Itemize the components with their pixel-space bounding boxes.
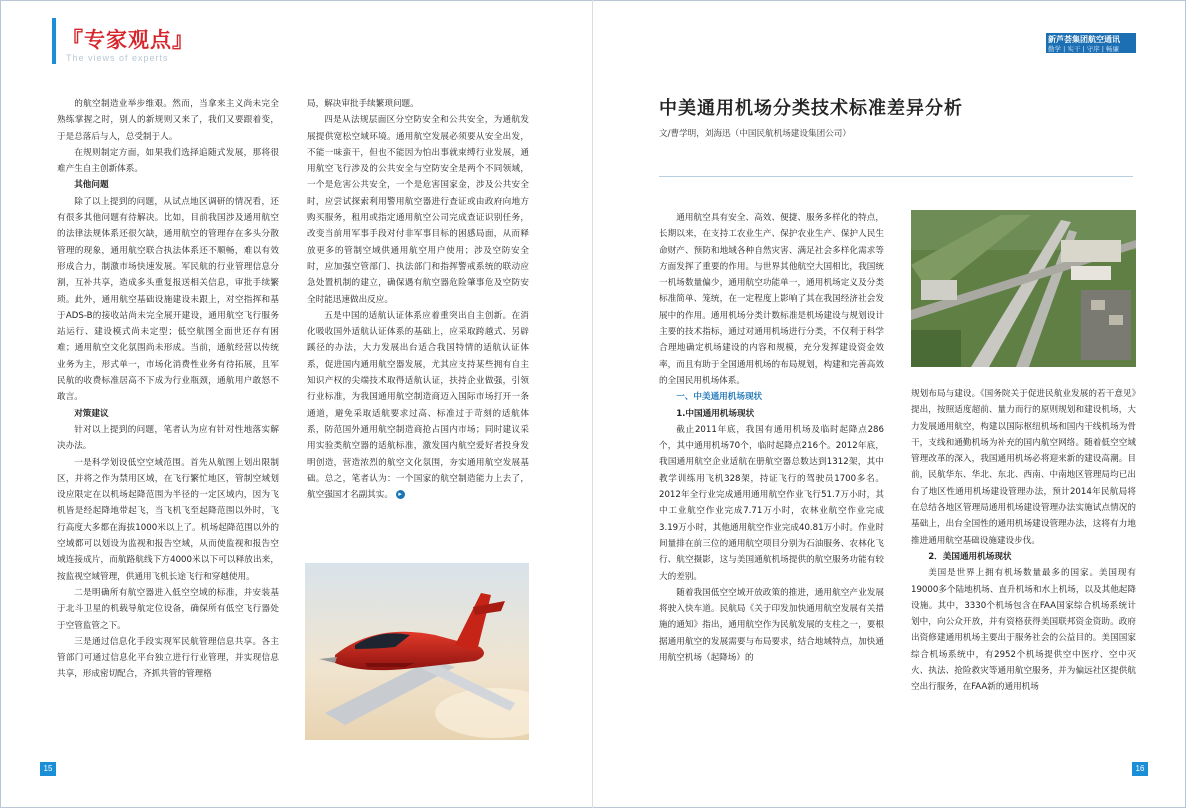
aircraft-photo bbox=[305, 563, 529, 740]
paragraph bbox=[57, 145, 279, 178]
paragraph bbox=[57, 585, 279, 634]
page-number-left: 15 bbox=[40, 762, 56, 776]
paragraph-text: 针对以上提到的问题，笔者认为应有针对性地落实解决办法。 bbox=[57, 424, 279, 452]
paragraph-text: 的航空制造业举步维艰。然而，当拿来主义尚未完全熟练掌握之时，别人的新规则又来了，我们又要跟着变，于是总落后与人，总受制于人。 bbox=[57, 99, 279, 142]
paragraph bbox=[57, 96, 279, 145]
subheading bbox=[659, 406, 884, 422]
paragraph bbox=[911, 565, 1136, 695]
paragraph bbox=[307, 308, 529, 504]
paragraph bbox=[659, 210, 884, 389]
right-column-2 bbox=[911, 386, 1136, 696]
paragraph-text: 一、中美通用机场现状 bbox=[676, 392, 763, 403]
center-fold bbox=[592, 0, 593, 808]
column-marker bbox=[52, 18, 56, 64]
left-column-2 bbox=[307, 96, 529, 503]
page-number-right: 16 bbox=[1132, 762, 1148, 776]
paragraph bbox=[659, 422, 884, 585]
paragraph-text: 其他问题 bbox=[74, 180, 109, 191]
right-column-1 bbox=[659, 210, 884, 666]
paragraph-text: 1.中国通用机场现状 bbox=[676, 408, 755, 419]
paragraph-text: 三是通过信息化手段实现军民航管理信息共享。各主管部门可通过信息化平台独立进行行业管理，并实现信息共享，形成密切配合，齐抓共管的管理格 bbox=[57, 636, 279, 680]
article-byline: 文/曹学明，刘海迅（中国民航机场建设集团公司） bbox=[659, 129, 851, 139]
paragraph-text: 二是明确所有航空器进入低空空域的标准，并安装基于北斗卫星的机载导航定位设备，确保所有低空飞行器处于空管监管之下。 bbox=[57, 587, 279, 631]
subheading bbox=[911, 549, 1136, 565]
paragraph-text: 通用航空具有安全、高效、便捷、服务多样化的特点，长期以来，在支持工农业生产、保护农业生产、保护人民生命财产、预防和地域各种自然灾害、满足社会多样化需求等方面发挥了重要的作用。与世界其他航空大国相比，我国统一机场数量偏少，通用航空功能单一，通用机场定义及分类标准简单、笼统，在一定程度上影响了其在我国经济社会发展中的作用。通用机场分类计数标准是机场建设与规划设计主要的技术指标，通过对通用机场进行分类，不仅利于科学合理地确定机场建设的内容和规模，充分发挥建设资金效率，而且有助于全国通用机场的布局规划，构建和完善高效的全国民用机场体系。 bbox=[659, 213, 884, 386]
paragraph-text: 一是科学划设低空空域范围。首先从航图上划出限制区，并将之作为禁用区域，在飞行繁忙地区，管制空域划设应限定在以机场起降范围为半径的一定区域内，因为飞机皆是经起降地带起飞，当飞机飞至起降范围以外时，飞行高度大多都在海拔1000米以上了。机场起降范围以外的空域都可以划设为监视和报告空域，从而使监视和报告空域连接成片，而航路航线下方4000米以下可以释放出来，按监视空域管理，供通用飞机长途飞行和穿越使用。 bbox=[57, 457, 279, 582]
end-mark-icon: ▸ bbox=[396, 490, 405, 499]
paragraph-text: 2．美国通用机场现状 bbox=[928, 551, 1012, 562]
paragraph bbox=[57, 455, 279, 585]
airport-aerial-photo bbox=[911, 210, 1136, 367]
paragraph bbox=[57, 634, 279, 683]
newsletter-badge bbox=[1046, 33, 1136, 53]
title-divider bbox=[659, 176, 1133, 177]
paragraph bbox=[57, 422, 279, 455]
section-title: 『专家观点』 bbox=[62, 27, 194, 52]
section-subtitle: The views of experts bbox=[66, 53, 169, 63]
paragraph bbox=[911, 386, 1136, 549]
paragraph bbox=[307, 112, 529, 308]
paragraph bbox=[307, 96, 529, 112]
left-column-1 bbox=[57, 96, 279, 683]
paragraph-text: 对策建议 bbox=[74, 408, 109, 419]
section-heading bbox=[659, 389, 884, 405]
paragraph-text: 五是中国的适航认证体系应着重突出自主创新。在消化吸收国外适航认证体系的基础上，应采取跨越式、另辟蹊径的办法，大力发展出台适合我国特情的适航认证体系，促进国内通用航空器发展，尤其应支持某些拥有自主知识产权的尖端技术取得适航认证，扶持企业做强，引领行业标准，为我国通用航空制造商迈入国际市场打开一条通道，避免采取适航要求过高、标准过于苛刻的适航体系，防范国外通用航空制造商抢占国内市场；同时建议采用实验类航空器的适航标准，激发国内航空爱好者投身发明创造，营造浓烈的航空文化氛围，夯实通用航空发展基础。总之，笔者认为：一个国家的航空制造能力上去了，航空强国才名副其实。 bbox=[307, 310, 529, 501]
paragraph-text: 截止2011年底，我国有通用机场及临时起降点286个，其中通用机场70个，临时起降点216个。2012年底，我国通用航空企业适航在册航空器总数达到1312架，其中教学训练用飞机328架，持证飞行的驾驶员1700多名。2012年全行业完成通用通用航空作业飞行51.7万小时，其中工业航空作业完成7.71万小时，农林业航空作业完成3.19万小时，其他通用航空作业完成40.81万小时。作业时间量排在前三位的通用航空项目分别为石油服务、农林化飞行、航空摄影，这与美国通航机场提供的航空服务功能有较大的差别。 bbox=[659, 424, 884, 582]
paragraph-text: 美国是世界上拥有机场数量最多的国家。美国现有19000多个陆地机场、直升机场和水上机场，以及其他起降设施。其中，3330个机场包含在FAA国家综合机场系统计划中，向公众开放，并有资格获得美国联邦资金资助。政府出资修建通用机场主要出于服务社会的公益目的。美国国家综合机场系统中，有2952个机场提供空中医疗、空中灭火、执法、抢险救灾等通用航空服务，并为偏远社区提供航空出行服务，在FAA新的通用机场 bbox=[911, 568, 1136, 693]
article-title: 中美通用机场分类技术标准差异分析 bbox=[659, 98, 963, 119]
badge-name: 新芦荟集团航空通讯 bbox=[1048, 35, 1120, 44]
badge-slogan: 勤学 | 实干 | 守序 | 畅廉 bbox=[1048, 45, 1119, 53]
paragraph-text: 在规则制定方面，如果我们选择追随式发展，那将很难产生自主创新体系。 bbox=[57, 147, 279, 175]
paragraph-text: 规划布局与建设。《国务院关于促进民航业发展的若干意见》提出，按照适度超前、量力而行的原则规划和建设机场，大力发展通用航空，构建以国际枢纽机场和国内干线机场为骨干，支线和通勤机场为补充的国内航空网络。随着低空空域管理改革的深入，我国通用机场必将迎来新的建设高潮。目前，民航华东、华北、东北、西南、中南地区管理局均已出台了地区性通用机场建设管理办法，预计2014年民航局将在总结各地区管理局通用机场建设管理办法实施试点情况的基础上，出台全国性的通用机场建设管理办法，这将有力地推进通用航空基础设施建设步伐。 bbox=[911, 389, 1136, 546]
paragraph-text: 四是从法规层面区分空防安全和公共安全，为通航发展提供宽松空域环境。通用航空发展必须要从安全出发，不能一味蛮干，但也不能因为怕出事就束缚行业发展，通用航空飞行涉及的公共安全与空防安全是两个不同领域，一个是危害公共安全，一个是危害国家金，涉及公共安全时，应尝试探索利用警用航空器进行查证或由政府向地方购买服务，租用或指定通用航空公司完成查证识别任务，改变当前用军事手段对付非军事目标的困感局面，从而释放更多的管制空域供通用航空用户使用；涉及空防安全时，应加强空管部门、执法部门和指挥警戒系统的联动应急处置机制的建立，确保遇有航空器危险肇事危及空防安全时能迅速做出反应。 bbox=[307, 115, 529, 305]
subheading bbox=[57, 406, 279, 422]
paragraph-text: 随着我国低空空域开放政策的推进，通用航空产业发展将驶入快车道。民航局《关于印发加快通用航空发展有关措施的通知》指出，通用航空作为民航发展的支柱之一，要根据通用航空的发展需要与布局要求，结合地域特点，加快通用航空机场（起降场）的 bbox=[659, 587, 884, 664]
paragraph-text: 除了以上提到的问题，从试点地区调研的情况看，还有很多其他问题有待解决。比如，目前我国涉及通用航空的法律法规体系还很欠缺，通用航空的管理存在多头分散管理的现象，通用航空联合执法体系还不顺畅，难以有效形成合力，制激市场快速发展。军民航的行业管理信息分割，互补共享，造成多头重复报送相关信息，审批手续繁琐。此外，通用航空基础设施建设未跟上，对空指挥和基于ADS-B的接收站尚未完全展开建设，通用航空飞行服务站运行、建设模式尚未定型；低空航图全面世还存有困难；通用航空文化氛围尚未形成。当前，通航经营以传统业务为主，形式单一，市场化消费性业务有待拓展，且军民航的收费标准居高不下成为行业瓶颈，通航用户敢怒不敢言。 bbox=[57, 196, 279, 403]
subheading bbox=[57, 177, 279, 193]
paragraph bbox=[57, 194, 279, 406]
paragraph bbox=[659, 585, 884, 666]
paragraph-text: 局，解决审批手续繁琐问题。 bbox=[307, 99, 419, 109]
